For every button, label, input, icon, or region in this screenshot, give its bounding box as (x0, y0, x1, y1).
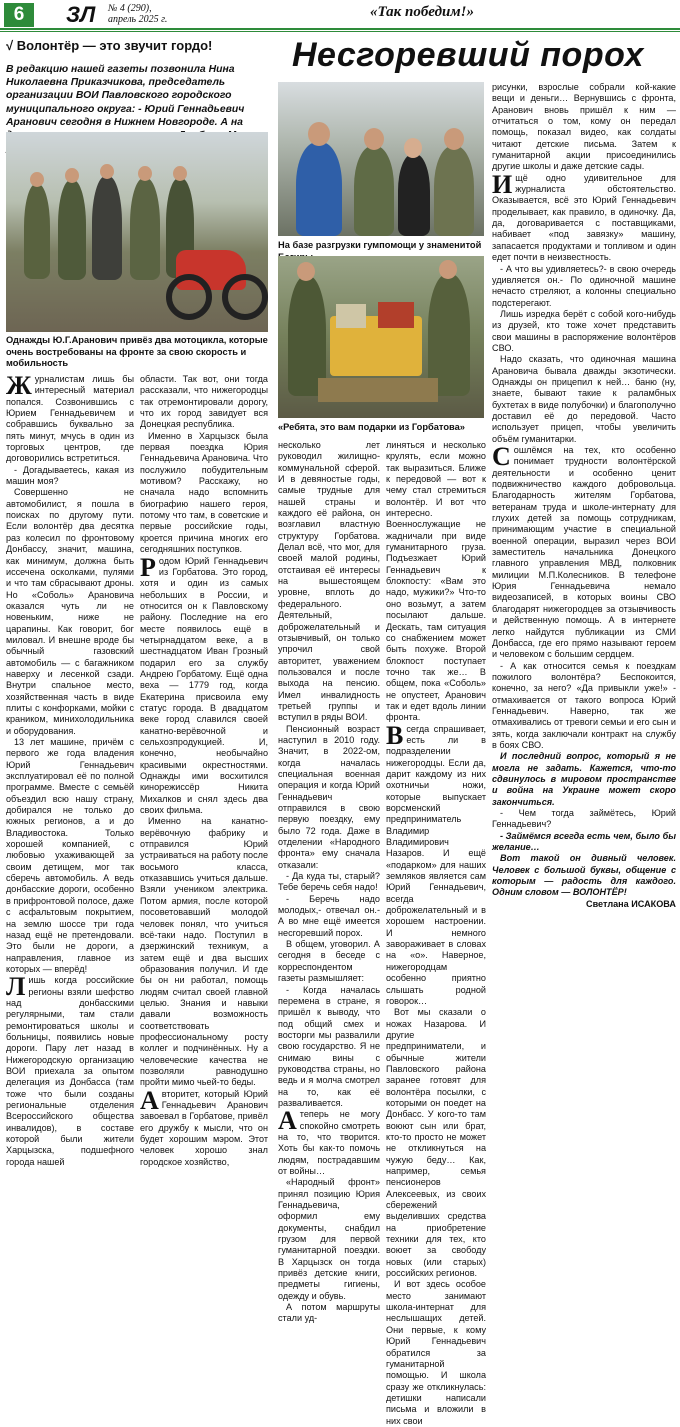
paragraph: Вот мы сказали о ножах Назарова. И другие предприниматели, и обычные жители Павловского района заранее готовят для волонтёра посылки, с которыми он поедет на Донбасс. У кого-то там воюют сын или брат, кто-то просто не может не откликнуться на чужую беду… Как, например, семья пенсионеров Алексеевых, из своих сбережений выделивших средства на приобретение техники для тех, кто воюет за свободу новых (или старых) российских регионов. (386, 1007, 486, 1279)
author-signature: Светлана ИСАКОВА (586, 898, 676, 909)
paragraph: - Беречь надо молодых,- отвечал он.- А во мне ещё имеется несгоревший порох. (278, 893, 380, 938)
photo-group-bagira (278, 82, 484, 236)
photo-caption-bagira: На базе разгрузки гумпомощи у знаменитой (278, 240, 482, 250)
paragraph: несколько лет руководил жилищно-коммунальной сферой. И в девяностые годы, самые трудные для нашей страны и каждого её района, он возглавил властную структуру Горбатова. Делал всё, что мог, для своей малой родины, отстаивая её интересы на вышестоящем уровне, вплоть до федерального. Деятельный, доброжелательный и отзывчивый, он только упрочил свой авторитет, уважением пользовался и после выхода на пенсию. Имел инвалидность третьей группы и вступил в ряды ВОИ. (278, 440, 380, 723)
paragraph: «Народный фронт» принял позицию Юрия Геннадьевича, оформил ему документы, снабдил грузом для первой гуманитарной поездки. В Харцызск он тогда привёз детские книги, предметы гигиены, одежду и обувь. (278, 1177, 380, 1301)
paragraph: В общем, уговорил. А сегодня в беседе с корреспондентом газеты размышляет: (278, 939, 380, 984)
paragraph: щё одно удивительное для журналиста обстоятельство. Оказывается, всё это Юрий Геннадьевич проделывает, как правило, в одиночку. Да, да, договаривается с поставщиками, набивает «под завязку» машину, запасается продуктами и топливом и один едет почти в неизвестность. (492, 172, 676, 263)
paragraph: области. Так вот, они тогда рассказали, что нижегородцы так отремонтировали дорогу, что их город завидует вся Донецкая республика. (140, 374, 268, 430)
newspaper-logo: ЗЛ (66, 2, 96, 27)
dropcap: В (386, 720, 404, 750)
photo-motorcycles (6, 132, 268, 332)
dropcap: Л (6, 972, 26, 1002)
article-lead: В редакцию нашей газеты позвонила Нина Николаевна Приказчикова, председатель организации ВОИ Павловского городского муниципального округа: - Юрий Геннадьевич Аранович сегодня в Нижнем Новгороде. А на (6, 64, 245, 128)
paragraph: И последний вопрос, который я не могла не задать. Кажется, что-то сдвинулось в мировом пространстве и война на Украине может скоро закончиться. (492, 751, 676, 807)
article-column-1 (6, 371, 134, 1167)
paragraph: Надо сказать, что одиночная машина Арановича бывала дважды экзотически. Однажды он прицепил к ней… баню (ну, знаете, бывают такие к раламбных бухтетах в виде полубочки) и благополучно доставил её до передовой. Часто использует прицеп, чтобы увеличить объём гуманитарки. (492, 354, 676, 444)
paragraph: одом Юрий Геннадьевич из Горбатова. Это город, хотя и один из самых небольших в России, и относится он к Павловскому району. Последние на его месте появилось ещё в четырнадцатом веке, а в шестнадцатом Иван Грозный подарил его за службу Андрею Горбатому. Ещё одна веха — 1779 год, когда Екатерина присвоила ему статус города. В двадцатом веке город славился своей канатно-верёвочной и сельхозпродукцией. И, конечно, необычайно красивыми окрестностями. Однажды ими восхитился кинорежиссёр Никита Михалков и снял здесь два своих фильма. (140, 555, 268, 816)
paragraph: Вот такой он дивный человек. Человек с большой буквы, общение с которым — радость для каждого. Одним словом — ВОЛОНТЁР! (492, 853, 676, 898)
dropcap: Ж (6, 371, 32, 400)
paragraph: - Когда началась перемена в стране, я пришёл к выводу, что под общий смех и восторги мы развалили свою государство. Я не снимаю вины с руководства страны, но ведь и я молча смотрел на то, как её разваливается. (278, 984, 380, 1108)
photo-caption-motorcycles: Однажды Ю.Г.Аранович привёз два мотоцикла, которые очень востребованы на фронте за свою скорость и мобильность (6, 335, 268, 368)
paragraph: Пенсионный возраст наступил в 2010 году. Значит, в 2022-ом, когда началась специальная военная операция и когда Юрий Геннадьевич отправился в свою первую поездку, ему было 72 года. Даже в отделении «Народного фронта» ему сначала отказали: (278, 723, 380, 870)
article-column-2 (140, 374, 269, 1167)
paragraph: 13 лет машине, причём с первого же года владения Юрий Геннадьевич эксплуатировал её по полной программе. Вместе с семьёй объездил всю нашу страну, добирался не только до южных регионов, а и до Владивостока. Только хорошей компанией, с любовью ухаживающей за своим детищем, мог так сберечь автомобиль. А ведь донбасские дороги, особенно в прифронтовой полосе, даже с асфальтовым покрытием, на землю шоссе три года назад ещё не претендовали. Это были не дороги, а направления, главное из которых — вперёд! (6, 737, 134, 974)
header-divider-thin (0, 31, 680, 32)
paragraph: рисунки, взрослые собрали кой-какие вещи и деньги… Вернувшись с фронта, Аранович вновь пришёл к ним — отчитаться о том, кому он передал помощь, показал видео, как солдаты читают детские письма. Затем к гуманитарной акции присоединились другие школы и даже детские сады. (492, 82, 676, 172)
dropcap: А (140, 1085, 159, 1115)
issue-date: апрель 2025 г. (108, 14, 168, 25)
paragraph: Именно на канатно-верёвочную фабрику и отправился Юрий устраиваться на работу после восьмого класса, отказавшись учиться дальше. Взяли учеником электрика. Потом армия, после которой посоветовавший молодой человек понял, что учиться всё-таки надо. Поступил в дзержинский техникум, а затем ещё и два высших образования получил. И где бы он ни работал, помощь людям считал своей главной целью. Знания и навыки давали возможность соответствовать профессиональному росту коллег и подчинённых. Ну а человеческие качества не позволяли равнодушно пройти мимо чьей-то беды. (140, 816, 268, 1088)
paragraph: Совершенно не автомобилист, я пошла в поисках по другому пути. Если волонтёр два десятка раз колесил по фронтовому Донбассу, значит, машина, как минимум, должна быть иссечена осколками, пулями и что там сбрасывают дроны. Но «Соболь» Арановича оказался чуть ли не новеньким, ниже не царапины. Как говорит, бог миловал. И внешне вроде бы обычный газовский автомобиль — с багажником наверху и лесенкой сзади. Внутри спальное место, хозяйственная часть в виде плиты с конфорками, мойки с краником, минихолодильника и оборудования. (6, 487, 134, 736)
section-kicker: √ Волонтёр — это звучит гордо! (6, 38, 213, 53)
paragraph: Именно в Харцызск была первая поездка Юрия Геннадьевича Арановича. Что послужило побудительным мотивом? Расскажу, но сначала надо вспомнить биографию нашего героя, потому что там, в советские и первые российские годы, кроется причина многих его сегодняшних поступков. (140, 430, 269, 555)
paragraph: Лишь изредка берёт с собой кого-нибудь из друзей, кто тоже хочет представить свои машины в распоряжение волонтёров СВО. (492, 308, 676, 353)
paragraph: сегда спрашивает, есть ли в подразделении нижегородцы. Если да, дарит каждому из них охотничьи ножи, которые выпускает ворсменский предприниматель Владимир Владимирович Назаров. И ещё «подарком» для наших земляков является сам Юрий Геннадьевич, всегда доброжелательный и в хорошем настроении. И немного завораживает в словах на «о». Наверное, нижегородцам особенно приятно слышать родной говорок… (386, 723, 486, 1006)
paragraph: - Да куда ты, старый? Тебе беречь себя надо! (278, 871, 380, 893)
rubric-title: «Так победим!» (370, 4, 474, 20)
paragraph: теперь не могу спокойно смотреть на то, что творится. Хоть бы как-то помочь людям, пострадавшим от войны… (278, 1109, 380, 1176)
article-column-4 (386, 440, 486, 1426)
dropcap: С (492, 442, 511, 471)
page-header (0, 0, 680, 30)
dropcap: И (492, 169, 513, 199)
paragraph: - Догадываетесь, какая из машин моя? (6, 464, 134, 487)
article-column-3 (278, 440, 380, 1324)
paragraph: урналистам лишь бы интересный материал попался. Созвонившись с Юрием Геннадьевичем и собравшись буквально за пять минут, мчусь в один из торговых центров, где договорились встретиться. (6, 374, 134, 464)
paragraph: - А что вы удивляетесь?- в свою очередь удивляется он.- По одиночной машине нечасто стреляют, а колонны специально подстерегают. (492, 263, 676, 308)
article-title: Несгоревший порох (292, 36, 644, 74)
paragraph: - Чем тогда займётесь, Юрий Геннадьевич? (492, 808, 676, 830)
issue-number: № 4 (290), (108, 3, 152, 14)
header-divider (0, 28, 680, 30)
paragraph: - Займёмся всегда есть чем, было бы желание… (492, 830, 676, 853)
paragraph: ишь когда российские регионы взяли шефство над донбасскими регулярными, там стали ремонтироваться школы и больницы, появились новые дороги. Пару лет назад в Нижегородскую организацию ВОИ приехала за опытом делегация из Донбасса (там тоже что были созданы региональные отделения Всероссийского общества инвалидов), в составе которой были жители Харцызска, подшефного города нашей (6, 975, 134, 1167)
paragraph: - А как относится семья к поездкам пожилого волонтёра? Беспокоится, конечно, за него? «Да привыкли уже!» - отмахивается от такого вопроса Юрий Геннадьевич. Наверно, так же отмахивались от тревоги семьи и его сын и зять, когда заключали контракт на службу в боях СВО. (492, 660, 676, 750)
page-number: 6 (4, 3, 34, 27)
paragraph: вторитет, который Юрий Геннадьевич Аранович завоевал в Горбатове, привёл его дружбу к мысли, что он будет хорошим мэром. Этот человек хорошо знал городское хозяйство, (140, 1088, 268, 1167)
photo-caption-gifts: «Ребята, это вам подарки из Горбатова» (278, 422, 465, 432)
issue-info (108, 3, 167, 25)
paragraph: линяться и несколько крулять, если можно так выразиться. Ближе к передовой — вот к чему стал стремиться волонтёр. И вот что интересно. Военнослужащие не жадничали при виде гуманитарного груза. Подъезжает Юрий Геннадьевич к блокпосту: «Вам это надо, мужики?» Что-то оно возьмут, а затем посылают дальше. Дескать, там ситуация со снабжением может быть похуже. Второй блокпост поступает точно так же… В общем, пока «Соболь» не опустеет, Аранович так и едет вдоль линии фронта. (386, 440, 486, 723)
dropcap: А (278, 1106, 297, 1136)
article-column-5 (492, 82, 676, 944)
paragraph: ошлёмся на тех, кто особенно понимает трудности волонтёрской деятельности и особенно ценит подвижничество каждого добровольца. Благодарность жителям Горбатова, ветеранам труда и школе-интернату для глухих детей за помощь сотрудникам, принимающим участие в специальной военной операции, выразил через ВОИ заместитель начальника Донецкого главного управления МВД, полковник милиции М.П.Колесников. В телефоне Юрия Геннадьевича немало видеозаписей, в которых воины СВО благодарят нижегородцев за отзывчивость и действенную помощь. А в интернете легко найдутся публикации из СМИ Донбасса, где его прямо называют героем и человеком с большим сердцем. (492, 445, 676, 660)
paragraph: И вот здесь особое место занимают школа-интернат для неслышащих детей. Они первые, к кому Юрий Геннадьевич обратился за гуманитарной помощью. И школа сразу же откликнулась: детишки написали письма и вложили в них свои (386, 1279, 486, 1426)
photo-gifts (278, 256, 484, 418)
paragraph: А потом маршруты стали уд- (278, 1302, 380, 1324)
dropcap: Р (140, 552, 156, 582)
